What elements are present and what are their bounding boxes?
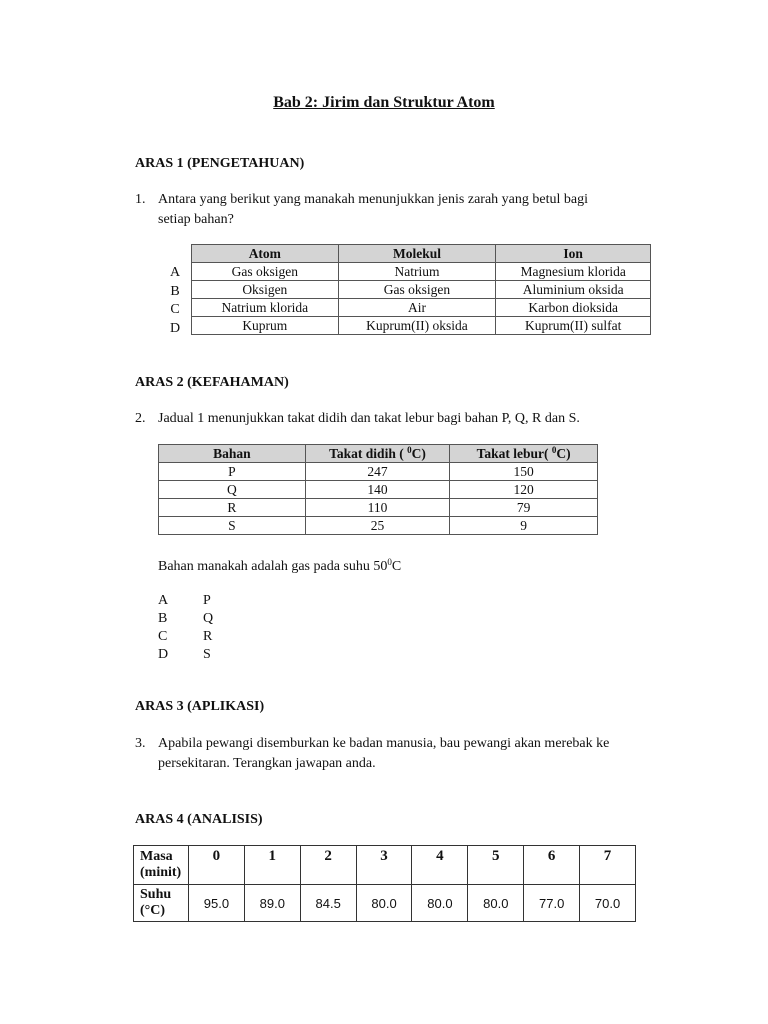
row-label-c: C [170, 302, 180, 317]
header-takat-lebur [450, 445, 598, 463]
aras2-heading: ARAS 2 (KEFAHAMAN) [135, 375, 289, 390]
option-value-q: Q [203, 611, 214, 626]
row-label-b: B [170, 283, 180, 299]
time-cell: 2 [300, 846, 356, 885]
question-1-number: 1. [135, 192, 146, 207]
table-cell: P [159, 463, 306, 481]
table-cell: Kuprum(II) oksida [338, 317, 496, 335]
degree-superscript: 0 [387, 557, 392, 567]
table-cell: 140 [305, 481, 450, 499]
option-letter-d: D [158, 647, 169, 662]
particle-type-table [191, 244, 651, 335]
option-letter-a: A [158, 593, 169, 608]
temperature-cell: 84.5 [300, 885, 356, 922]
table-row [159, 463, 598, 481]
table-cell: Air [338, 299, 496, 317]
table-row [192, 281, 651, 299]
table-cell: 110 [305, 499, 450, 517]
table-cell: Natrium klorida [192, 299, 339, 317]
header-takat-lebur-unit: C) [556, 446, 571, 461]
temperature-time-table [133, 845, 636, 922]
temperature-cell: 80.0 [468, 885, 524, 922]
time-cell: 5 [468, 846, 524, 885]
table-cell: Kuprum(II) sulfat [496, 317, 651, 335]
question-2-prompt-text: Bahan manakah adalah gas pada suhu 50 [158, 559, 388, 574]
option-letter-c: C [158, 629, 168, 644]
table-row [159, 499, 598, 517]
degree-superscript: 0 [407, 445, 412, 455]
table-cell: Magnesium klorida [496, 263, 651, 281]
time-cell: 0 [188, 846, 244, 885]
table-cell: 9 [450, 517, 598, 535]
header-molekul: Molekul [338, 245, 496, 263]
option-value-s: S [203, 647, 211, 662]
table-header-row [159, 445, 598, 463]
temperature-cell: 80.0 [356, 885, 412, 922]
table-cell: 150 [450, 463, 598, 481]
table-cell: R [159, 499, 306, 517]
table-cell: Gas oksigen [192, 263, 339, 281]
question-2-text: Jadual 1 menunjukkan takat didih dan takat lebur bagi bahan P, Q, R dan S. [158, 411, 580, 426]
time-label: Masa [140, 849, 173, 864]
row-label-a: A [169, 265, 181, 280]
table-cell: Q [159, 481, 306, 499]
header-bahan: Bahan [159, 445, 306, 463]
header-takat-didih-unit: C) [411, 446, 426, 461]
table-cell: S [159, 517, 306, 535]
header-ion: Ion [496, 245, 651, 263]
aras3-heading: ARAS 3 (APLIKASI) [135, 699, 265, 714]
table-cell: Karbon dioksida [496, 299, 651, 317]
temperature-cell: 77.0 [524, 885, 580, 922]
table-row [192, 317, 651, 335]
option-letter-b: B [158, 611, 168, 626]
row-label-d: D [169, 320, 181, 336]
aras4-heading: ARAS 4 (ANALISIS) [135, 812, 263, 827]
question-3-number: 3. [135, 736, 146, 751]
header-atom: Atom [192, 245, 339, 263]
aras1-row-labels [168, 264, 182, 338]
time-row [134, 846, 636, 885]
question-3-line-1: Apabila pewangi disemburkan ke badan manusia, bau pewangi akan merebak ke [158, 736, 610, 751]
question-3-text [158, 734, 609, 774]
degree-superscript: 0 [551, 445, 557, 455]
option-value-r: R [203, 629, 213, 644]
question-2-option-values [203, 592, 213, 664]
page-title: Bab 2: Jirim dan Struktur Atom [273, 94, 495, 111]
question-2-option-letters [158, 592, 168, 664]
question-1-line-1: Antara yang berikut yang manakah menunjukkan jenis zarah yang betul bagi [158, 192, 588, 207]
temperature-cell: 89.0 [244, 885, 300, 922]
temperature-label: Suhu [140, 887, 172, 902]
temperature-cell: 80.0 [412, 885, 468, 922]
table-cell: 25 [305, 517, 450, 535]
table-row [159, 481, 598, 499]
question-1-line-2: setiap bahan? [158, 212, 234, 227]
table-cell: 247 [305, 463, 450, 481]
question-1-text [158, 190, 588, 230]
temperature-row [134, 885, 636, 922]
question-2-prompt [158, 557, 401, 577]
table-cell: Kuprum [192, 317, 339, 335]
time-cell: 6 [524, 846, 580, 885]
time-cell: 4 [412, 846, 468, 885]
time-row-label [134, 846, 189, 885]
time-cell: 3 [356, 846, 412, 885]
melting-boiling-table [158, 444, 598, 535]
table-row [192, 299, 651, 317]
header-takat-didih [305, 445, 450, 463]
header-takat-lebur-text: Takat lebur( [476, 446, 549, 461]
table-row [192, 263, 651, 281]
time-cell: 7 [580, 846, 636, 885]
question-2-number: 2. [135, 411, 146, 426]
question-2-prompt-unit: C [391, 559, 402, 574]
question-3-line-2: persekitaran. Terangkan jawapan anda. [158, 756, 376, 771]
time-cell: 1 [244, 846, 300, 885]
temperature-row-label [134, 885, 189, 922]
header-takat-didih-text: Takat didih ( [329, 446, 404, 461]
time-unit: (minit) [140, 865, 182, 880]
table-cell: 120 [450, 481, 598, 499]
temperature-cell: 95.0 [188, 885, 244, 922]
table-cell: Aluminium oksida [496, 281, 651, 299]
table-row [159, 517, 598, 535]
table-cell: Natrium [338, 263, 496, 281]
table-cell: Gas oksigen [338, 281, 496, 299]
table-cell: 79 [450, 499, 598, 517]
option-value-p: P [203, 593, 211, 608]
table-header-row [192, 245, 651, 263]
table-cell: Oksigen [192, 281, 339, 299]
aras1-heading: ARAS 1 (PENGETAHUAN) [135, 156, 305, 171]
temperature-unit: (°C) [140, 903, 166, 918]
temperature-cell: 70.0 [580, 885, 636, 922]
